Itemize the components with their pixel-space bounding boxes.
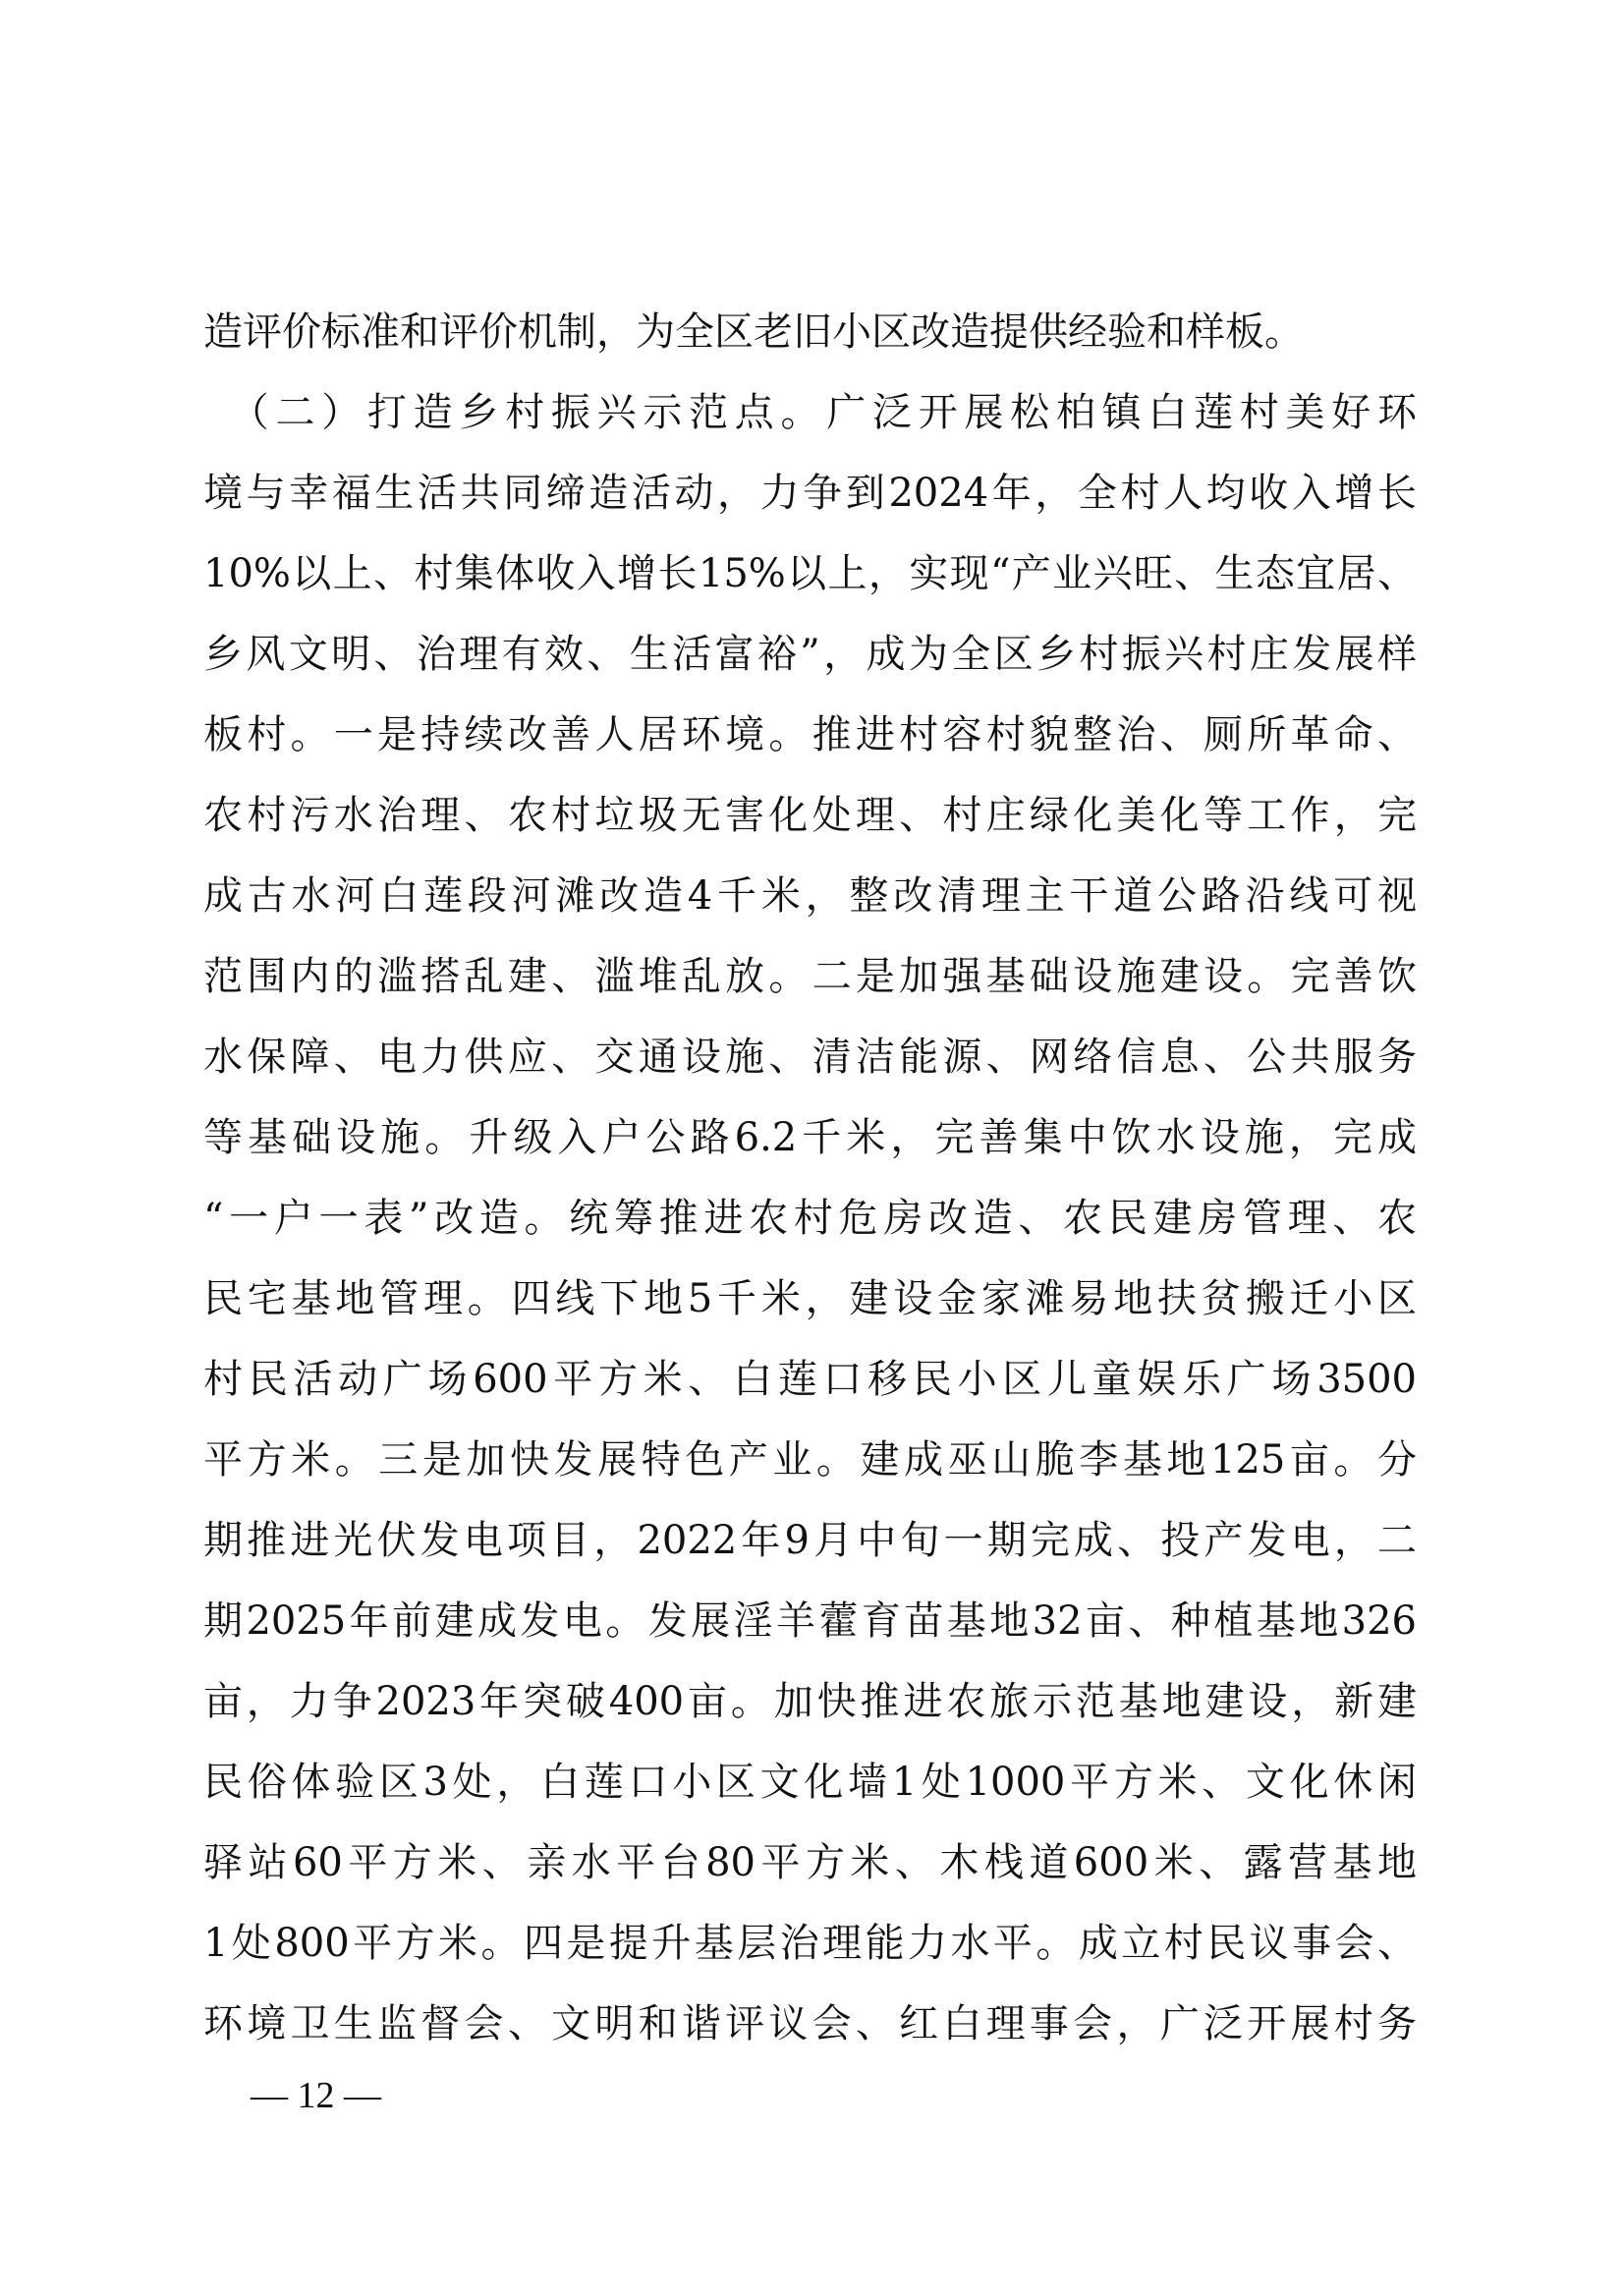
text-line-11: 等基础设施。升级入户公路6.2千米，完善集中饮水设施，完成	[203, 1115, 1417, 1160]
text-line-16: 期推进光伏发电项目，2022年9月中旬一期完成、投产发电，二	[203, 1518, 1417, 1563]
text-line-6: 板村。一是持续改善人居环境。推进村容村貌整治、厕所革命、	[203, 712, 1417, 757]
text-line-20: 驿站60平方米、亲水平台80平方米、木栈道600米、露营基地	[203, 1840, 1417, 1885]
text-line-22: 环境卫生监督会、文明和谐评议会、红白理事会，广泛开展村务	[203, 2001, 1417, 2046]
text-line-17: 期2025年前建成发电。发展淫羊藿育苗基地32亩、种植基地326	[203, 1598, 1417, 1644]
text-line-8: 成古水河白莲段河滩改造4千米，整改清理主干道公路沿线可视	[203, 873, 1417, 919]
page-number: — 12 —	[251, 2075, 381, 2116]
text-line-12: “一户一表”改造。统筹推进农村危房改造、农民建房管理、农	[203, 1196, 1417, 1241]
text-line-3: 境与幸福生活共同缔造活动，力争到2024年，全村人均收入增长	[203, 471, 1417, 516]
text-line-19: 民俗体验区3处，白莲口小区文化墙1处1000平方米、文化休闲	[203, 1760, 1417, 1805]
text-line-4: 10%以上、村集体收入增长15%以上，实现“产业兴旺、生态宜居、	[203, 551, 1417, 596]
text-line-15: 平方米。三是加快发展特色产业。建成巫山脆李基地125亩。分	[203, 1437, 1417, 1483]
text-line-5: 乡风文明、治理有效、生活富裕”，成为全区乡村振兴村庄发展样	[203, 632, 1417, 677]
text-line-1: 造评价标准和评价机制，为全区老旧小区改造提供经验和样板。	[203, 309, 1304, 355]
text-line-7: 农村污水治理、农村垃圾无害化处理、村庄绿化美化等工作，完	[203, 793, 1417, 838]
text-line-10: 水保障、电力供应、交通设施、清洁能源、网络信息、公共服务	[203, 1035, 1417, 1080]
text-line-2: （二）打造乡村振兴示范点。广泛开展松柏镇白莲村美好环	[203, 390, 1417, 435]
text-line-9: 范围内的滥搭乱建、滥堆乱放。二是加强基础设施建设。完善饮	[203, 954, 1417, 999]
text-line-14: 村民活动广场600平方米、白莲口移民小区儿童娱乐广场3500	[203, 1357, 1417, 1402]
text-line-13: 民宅基地管理。四线下地5千米，建设金家滩易地扶贫搬迁小区	[203, 1276, 1417, 1321]
body-text	[203, 292, 1417, 2064]
text-line-21: 1处800平方米。四是提升基层治理能力水平。成立村民议事会、	[203, 1921, 1417, 1966]
text-line-18: 亩，力争2023年突破400亩。加快推进农旅示范基地建设，新建	[203, 1679, 1417, 1724]
